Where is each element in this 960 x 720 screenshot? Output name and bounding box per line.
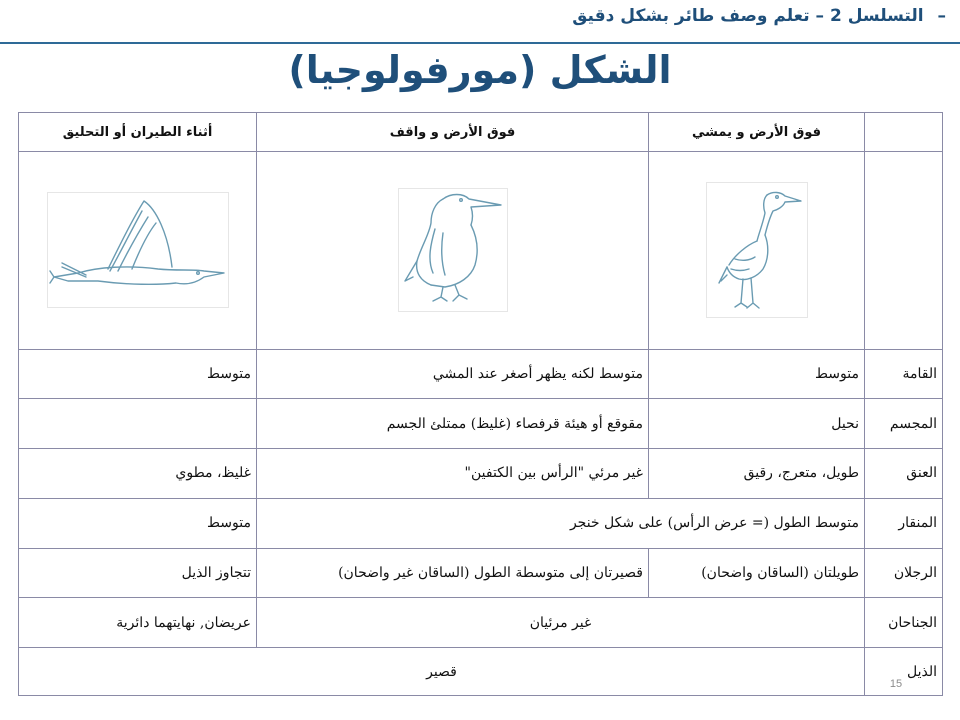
- table-row-tail: [19, 648, 943, 696]
- cell-body-standing: مقوقع أو هيئة قرفصاء (غليظ) ممتلئ الجسم: [257, 399, 649, 449]
- cell-legs-flying: تتجاوز الذيل: [19, 548, 257, 598]
- table-row-wings: [19, 598, 943, 648]
- standing-bird-illustration: [398, 188, 508, 312]
- cell-tail-all: قصير: [19, 648, 865, 696]
- cell-neck-walking: طويل، متعرج، رقيق: [649, 449, 865, 499]
- row-label-beak: المنقار: [865, 498, 943, 548]
- row-label-stature: القامة: [865, 349, 943, 399]
- table-row-body: [19, 399, 943, 449]
- header-cell-standing: فوق الأرض و واقف: [257, 113, 649, 152]
- header-text: التسلسل 2 – تعلم وصف طائر بشكل دقيق: [572, 6, 924, 26]
- cell-neck-flying: غليظ، مطوي: [19, 449, 257, 499]
- cell-legs-standing: قصيرتان إلى متوسطة الطول (الساقان غير واضحان): [257, 548, 649, 598]
- row-label-neck: العنق: [865, 449, 943, 499]
- header-cell-walking: فوق الأرض و يمشي: [649, 113, 865, 152]
- table-row-stature: [19, 349, 943, 399]
- cell-stature-standing: متوسط لكنه يظهر أصغر عند المشي: [257, 349, 649, 399]
- illustration-cell-empty: [865, 152, 943, 349]
- table-row-beak: [19, 498, 943, 548]
- cell-stature-walking: متوسط: [649, 349, 865, 399]
- illustration-cell-walking: [649, 152, 865, 349]
- header-divider: [0, 42, 960, 44]
- header-dash: –: [937, 6, 946, 26]
- row-label-body: المجسم: [865, 399, 943, 449]
- slide-header: [14, 6, 946, 26]
- page-title: الشكل (مورفولوجيا): [288, 48, 672, 92]
- row-label-tail: الذيل: [865, 648, 943, 696]
- cell-wings-flying: عريضان, نهايتهما دائرية: [19, 598, 257, 648]
- table-header-row: [19, 113, 943, 152]
- table-row-illustrations: [19, 152, 943, 349]
- cell-legs-walking: طويلتان (الساقان واضحان): [649, 548, 865, 598]
- row-label-wings: الجناحان: [865, 598, 943, 648]
- table-row-legs: [19, 548, 943, 598]
- table-row-neck: [19, 449, 943, 499]
- cell-neck-standing: غير مرئي "الرأس بين الكتفين": [257, 449, 649, 499]
- illustration-cell-standing: [257, 152, 649, 349]
- header-cell-flying: أثناء الطيران أو التحليق: [19, 113, 257, 152]
- flying-bird-illustration: [47, 192, 229, 308]
- cell-stature-flying: متوسط: [19, 349, 257, 399]
- walking-bird-illustration: [706, 182, 808, 318]
- cell-body-flying: [19, 399, 257, 449]
- cell-body-walking: نحيل: [649, 399, 865, 449]
- morphology-table: [18, 112, 943, 696]
- cell-beak-flying: متوسط: [19, 498, 257, 548]
- illustration-cell-flying: [19, 152, 257, 349]
- page-number: 15: [889, 678, 903, 690]
- cell-wings-ground: غير مرئيان: [257, 598, 865, 648]
- header-cell-empty: [865, 113, 943, 152]
- row-label-legs: الرجلان: [865, 548, 943, 598]
- cell-beak-ground: متوسط الطول (= عرض الرأس) على شكل خنجر: [257, 498, 865, 548]
